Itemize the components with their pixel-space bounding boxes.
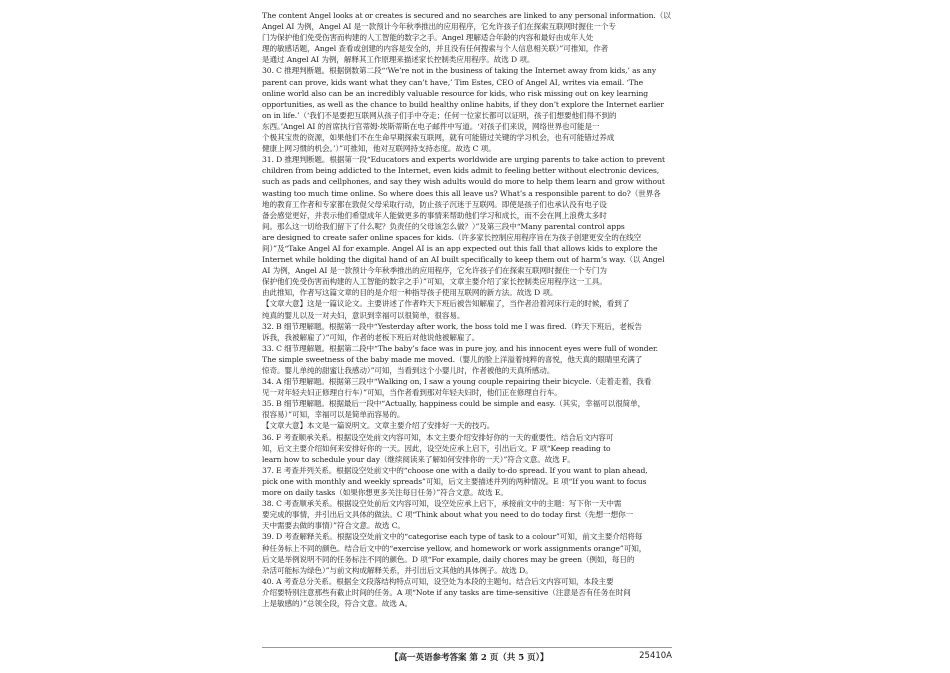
answer-text-body xyxy=(262,10,672,609)
page-footer xyxy=(262,647,672,662)
text-line: learn how to schedule your day（继续阅读来了解如何安排你的一天）”符合文意。故选 F。 xyxy=(262,454,575,464)
text-line: 间）”及“Take Angel AI for example. Angel AI is an app expected out this fall that allows kids to explore the xyxy=(262,243,658,253)
text-line: online world also can be an incredibly valuable resource for kids, who risk missing out on key learning xyxy=(262,88,649,98)
text-line: pick one with monthly and weekly spreads”可知，后文主要描述并列的两种情况。E 项“If you want to focus xyxy=(262,476,647,486)
text-line: 35. B 细节理解题。根据最后一段中“Actually, happiness could be simple and easy.（其实，幸福可以很简单， xyxy=(262,399,646,409)
text-line: 知，后文主要介绍如何来安排好你的一天。因此，设空处应承上启下，引出后文。F 项“Keep reading to xyxy=(262,443,611,453)
footer-code: 25410A xyxy=(639,651,672,661)
text-line: are designed to create safer online spaces for kids.（许多家长控制应用程序旨在为孩子创建更安全的在线空 xyxy=(262,232,642,242)
text-line: 33. C 细节理解题。根据第二段中“The baby’s face was in pure joy, and his innocent eyes were full of wonder. xyxy=(262,343,658,353)
text-line: wasting too much time online. So where does this all leave us? What’s a responsible parent to do?（世界各 xyxy=(262,188,661,198)
text-line: 间。那么这一切给我们留下了什么呢？负责任的父母该怎么做？）”及第三段中“Many parental control apps xyxy=(262,221,625,231)
text-line: 健康上网习惯的机会。’）”可推知，他对互联网持支持态度。故选 C 项。 xyxy=(262,144,496,154)
text-line: 东西。’Angel AI 的首席执行官蒂姆·埃斯蒂斯在电子邮件中写道。‘对孩子们来说，网络世界也可能是一 xyxy=(262,121,600,131)
text-line: 【文章大意】本文是一篇说明文。文章主要介绍了安排好一天的技巧。 xyxy=(262,421,495,431)
text-line: 32. B 细节理解题。根据第一段中“Yesterday after work, the boss told me I was fired.（昨天下班后，老板告 xyxy=(262,321,642,331)
text-line: on in life.’（‘我们不是要把互联网从孩子们手中夺走；任何一位家长都可以证明，孩子们想要他们得不到的 xyxy=(262,110,617,120)
footer-title: 【高一英语参考答案 第 2 页（共 5 页）】 xyxy=(390,653,549,663)
text-line: 诉我，我被解雇了）”可知，作者的老板下班后对他说他被解雇了。 xyxy=(262,332,480,342)
text-line: 上是敏感的）”总领全段，符合文意。故选 A。 xyxy=(262,598,413,608)
text-line: 纯真的婴儿以及一对夫妇，意识到幸福可以很简单，很容易。 xyxy=(262,310,465,320)
text-line: 是通过 Angel AI 为例，解释其工作原理来描述家长控制类应用程序。故选 D 项。 xyxy=(262,55,535,65)
text-line: more on daily tasks（如果你想更多关注每日任务）”符合文意。故选 E。 xyxy=(262,488,508,498)
text-line: The content Angel looks at or creates is secured and no searches are linked to any personal information.（以 xyxy=(262,11,671,20)
text-line: 39. D 考查解释关系。根据设空处前文中的“categorise each type of task to a colour”可知，前文主要介绍将每 xyxy=(262,532,643,542)
text-line: 保护他们免受伤害而构建的人工智能的数字之手）”可知，文章主要介绍了家长控制类应用程序这一工具。 xyxy=(262,277,607,287)
text-line: opportunities, as well as the chance to build healthy online habits, if they don’t explore the Internet earlier xyxy=(262,99,664,109)
text-line: The simple sweetness of the baby made me moved.（婴儿的脸上洋溢着纯粹的喜悦，他天真的眼睛里充满了 xyxy=(262,354,643,364)
text-line: 地的教育工作者和专家都在敦促父母采取行动，防止孩子沉迷于互联网。即使是孩子们也承认没有电子设 xyxy=(262,199,607,209)
text-line: 介绍要特别注意那些有截止时间的任务。A 项“Note if any tasks are time-sensitive（注意是否有任务在时间 xyxy=(262,587,631,597)
text-line: Internet while holding the digital hand of an AI built specifically to keep them out of harm’s way.（以 Angel xyxy=(262,255,665,265)
text-line: 要完成的事情，并引出后文具体的做法。C 项“Think about what you need to do today first（先想一想你一 xyxy=(262,510,634,520)
text-line: such as pads and cellphones, and say they wish adults would do more to help them learn and grow without xyxy=(262,177,665,187)
text-line: parent can prove, kids want what they can’t have,’ Tim Estes, CEO of Angel AI, writes via email. ‘The xyxy=(262,77,643,87)
text-line: 30. C 推理判断题。根据倒数第二段“‘We’re not in the business of taking the Internet away from kids,’ as any xyxy=(262,66,657,76)
text-line: 由此推知，作者写这篇文章的目的是介绍一种指导孩子使用互联网的新方法。故选 D 项。 xyxy=(262,288,558,298)
text-line: 理的敏感话题，Angel 查看或创建的内容是安全的，并且没有任何搜索与个人信息相关联）”可推知，作者 xyxy=(262,44,609,54)
text-line: 31. D 推理判断题。根据第一段“Educators and experts worldwide are urging parents to take action to prevent xyxy=(262,155,665,165)
text-line: 杂活可能标为绿色）”与前文构成解释关系，并引出后文其他的具体例子。故选 D。 xyxy=(262,565,533,575)
text-line: AI 为例，Angel AI 是一款预计今年秋季推出的应用程序，它允许孩子们在探索互联网时握住一个专门为 xyxy=(262,266,607,276)
text-line: 惊奇。婴儿单纯的甜蜜让我感动）”可知，当看到这个小婴儿时，作者被他的天真所感动。 xyxy=(262,366,555,375)
text-line: children from being addicted to the Internet, even kids admit to feeling better without electronic devices, xyxy=(262,166,660,176)
text-line: Angel AI 为例，Angel AI 是一款预计今年秋季推出的应用程序，它允许孩子们在探索互联网时握住一个专 xyxy=(262,22,616,32)
text-line: 37. E 考查并列关系。根据设空处前文中的“choose one with a daily to-do spread. If you want to plan ahead, xyxy=(262,465,648,475)
text-line: 34. A 细节理解题。根据第三段中“Walking on, I saw a young couple repairing their bicycle.（走着走着，我看 xyxy=(262,377,652,387)
text-line: 38. C 考查顺承关系。根据设空处前后文内容可知，设空处应承上启下，承接前文中的主题：写下你一天中需 xyxy=(262,499,622,509)
text-line: 后文是举例说明不同的任务标注不同的颜色。D 项“For example, daily chores may be green（例如，每日的 xyxy=(262,554,635,564)
text-line: 个极其宝贵的资源，如果他们不在生命早期探索互联网，就有可能错过关键的学习机会，也有可能错过养成 xyxy=(262,133,615,143)
text-line: 见一对年轻夫妇正修理自行车）”可知，当作者看到那对年轻夫妇时，他们正在修理自行车。 xyxy=(262,388,562,398)
text-line: 天中需要去做的事情）”符合文意。故选 C。 xyxy=(262,521,405,531)
text-line: 门为保护他们免受伤害而构建的人工智能的数字之手。Angel 理解适合年龄的内容和最好由成年人处 xyxy=(262,33,594,43)
text-line: 【文章大意】这是一篇议论文。主要讲述了作者昨天下班后被告知解雇了，当作者沿着河床行走的时候，看到了 xyxy=(262,299,630,309)
text-line: 备会感觉更好，并表示他们希望成年人能做更多的事情来帮助他们学习和成长，而不会在网上浪费太多时 xyxy=(262,210,607,220)
text-line: 40. A 考查总分关系。根据全文段落结构特点可知，设空处为本段的主题句。结合后文内容可知，本段主要 xyxy=(262,576,614,586)
text-line: 36. F 考查顺承关系。根据设空处前文内容可知，本文主要介绍安排好你的一天的重要性。结合后文内容可 xyxy=(262,432,614,442)
text-line: 种任务标上不同的颜色。结合后文中的“exercise yellow, and homework or work assignments orange”可知， xyxy=(262,543,647,553)
text-line: 很容易）”可知，幸福可以是简单而容易的。 xyxy=(262,410,405,420)
